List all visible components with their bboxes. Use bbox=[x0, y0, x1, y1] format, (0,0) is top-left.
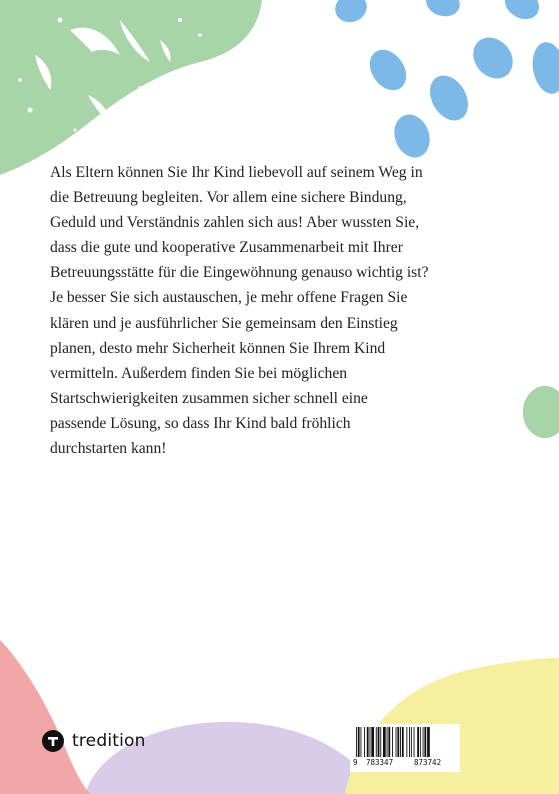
publisher-name: tredition bbox=[72, 731, 146, 751]
barcode-bar bbox=[411, 727, 412, 757]
barcode-bar bbox=[417, 727, 419, 757]
barcode-bar bbox=[423, 727, 424, 757]
barcode-bar bbox=[397, 727, 399, 757]
barcode-group-2: 873742 bbox=[414, 758, 442, 767]
barcode-bar bbox=[420, 727, 421, 757]
barcode-bar bbox=[409, 727, 410, 757]
barcode-bar bbox=[358, 727, 360, 757]
barcode-bar bbox=[383, 727, 386, 757]
barcode-bar bbox=[370, 727, 371, 757]
barcode-bar bbox=[361, 727, 362, 757]
barcode-bar bbox=[392, 727, 393, 757]
isbn-barcode bbox=[350, 724, 460, 772]
publisher-logo bbox=[42, 727, 146, 755]
barcode-bar bbox=[387, 727, 388, 757]
green-blob bbox=[0, 0, 262, 175]
barcode-group-1: 783347 bbox=[366, 758, 394, 767]
barcode-bar bbox=[364, 727, 365, 757]
barcode-bar bbox=[367, 727, 369, 757]
back-cover-blurb: Als Eltern können Sie Ihr Kind liebevoll auf seinem Weg in die Betreuung begleiten. Vor allem eine sichere Bindung, Geduld und Verständnis zahlen sich aus! Aber wussten Sie, dass die gute und kooperative Zusammenarbeit mit Ihrer Betreuungsstätte für die Eingewöhnung genauso wichtig ist? Je besser Sie sich austauschen, je mehr offene Fragen Sie klären und je ausführlicher Sie gemeinsam den Einstieg planen, desto mehr Sicherheit können Sie Ihrem Kind vermitteln. Außerdem finden Sie bei möglichen Startschwierigkeiten zusammen sicher schnell eine passende Lösung, so dass Ihr Kind bald fröhlich durchstarten kann! bbox=[50, 164, 429, 458]
barcode-bar bbox=[378, 727, 380, 757]
pink-blob bbox=[0, 640, 90, 794]
barcode-bars bbox=[355, 727, 455, 757]
tredition-logo-icon bbox=[42, 730, 64, 752]
barcode-bar bbox=[406, 727, 407, 757]
barcode-bar bbox=[427, 727, 430, 757]
barcode-prefix: 9 bbox=[353, 758, 358, 767]
barcode-bar bbox=[400, 727, 401, 757]
barcode-bar bbox=[414, 727, 415, 757]
barcode-bar bbox=[376, 727, 377, 757]
barcode-bar bbox=[396, 727, 397, 757]
green-dot-right bbox=[523, 386, 559, 438]
barcode-bar bbox=[356, 727, 357, 757]
barcode-bar bbox=[371, 727, 374, 757]
barcode-bar bbox=[424, 727, 426, 757]
barcode-bar bbox=[380, 727, 381, 757]
barcode-bar bbox=[388, 727, 390, 757]
barcode-bar bbox=[402, 727, 404, 757]
